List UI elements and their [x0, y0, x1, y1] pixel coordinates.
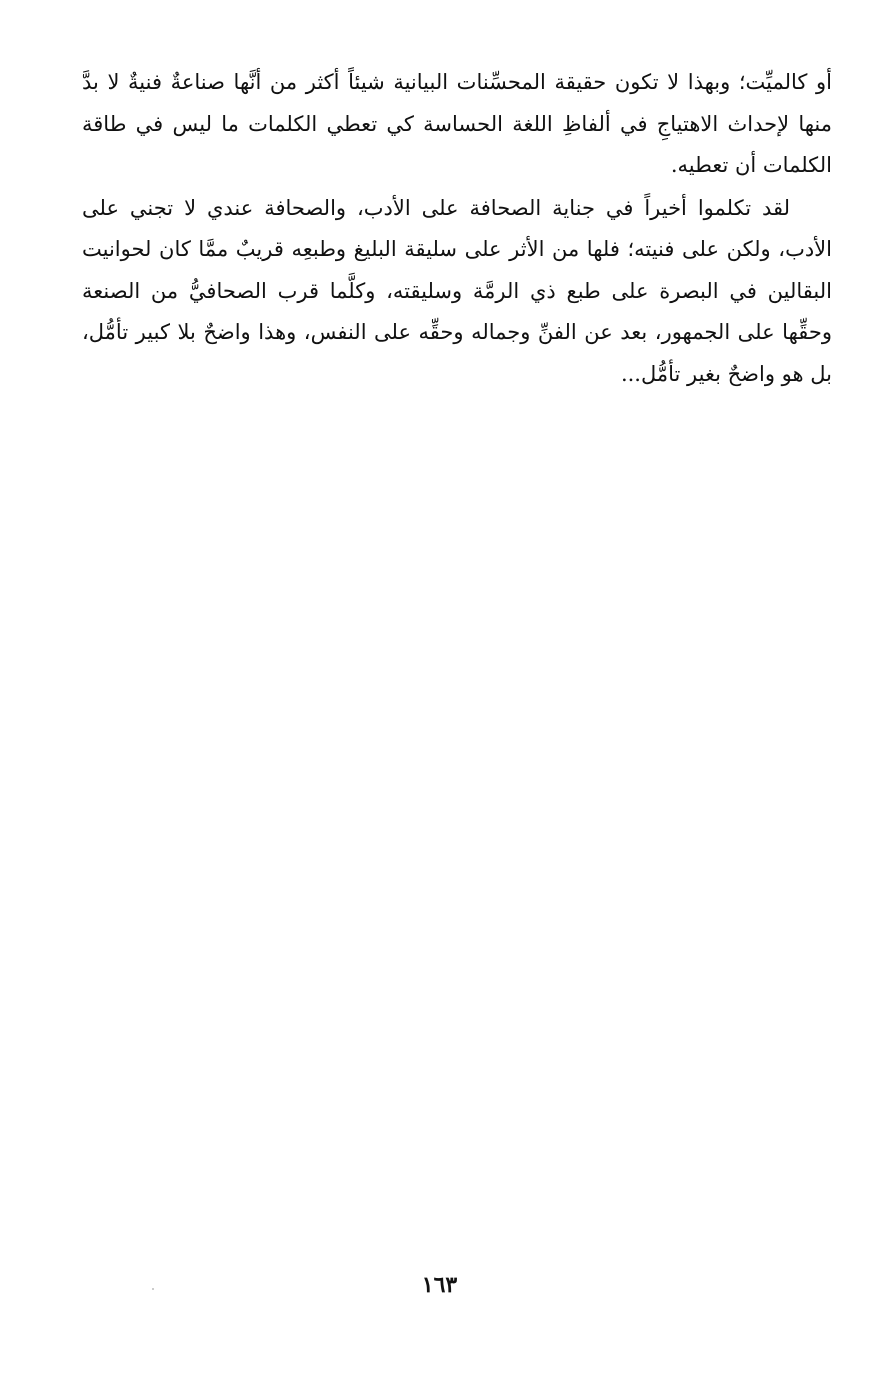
paragraph-journalism: لقد تكلموا أخيراً في جناية الصحافة على الأدب، والصحافة عندي لا تجني على الأدب، ولكن على فنيته؛ فلها من الأثر على سليقة البليغ وطبعِه قريبٌ ممَّا كان لحوانيت البقالين في البصرة على طبع ذي الرمَّة وسليقته، وكلَّما قرب الصحافيُّ من الصنعة وحقِّها على الجمهور، بعد عن الفنِّ وجماله وحقِّه على النفس، وهذا واضحٌ بلا كبير تأمُّل، بل هو واضحٌ بغير تأمُّل...: [82, 195, 832, 386]
paragraph-continued: أو كالميِّت؛ وبهذا لا تكون حقيقة المحسِّنات البيانية شيئاً أكثر من أنَّها صناعةٌ فنيةٌ لا بدَّ منها لإحداث الاهتياجِ في ألفاظِ اللغة الحساسة كي تعطي الكلمات ما ليس في طاقة الكلمات أن تعطيه.: [82, 70, 832, 177]
page-number: ١٦٣: [421, 1272, 458, 1298]
body-text: [82, 62, 832, 395]
scan-speck: [152, 1288, 154, 1290]
